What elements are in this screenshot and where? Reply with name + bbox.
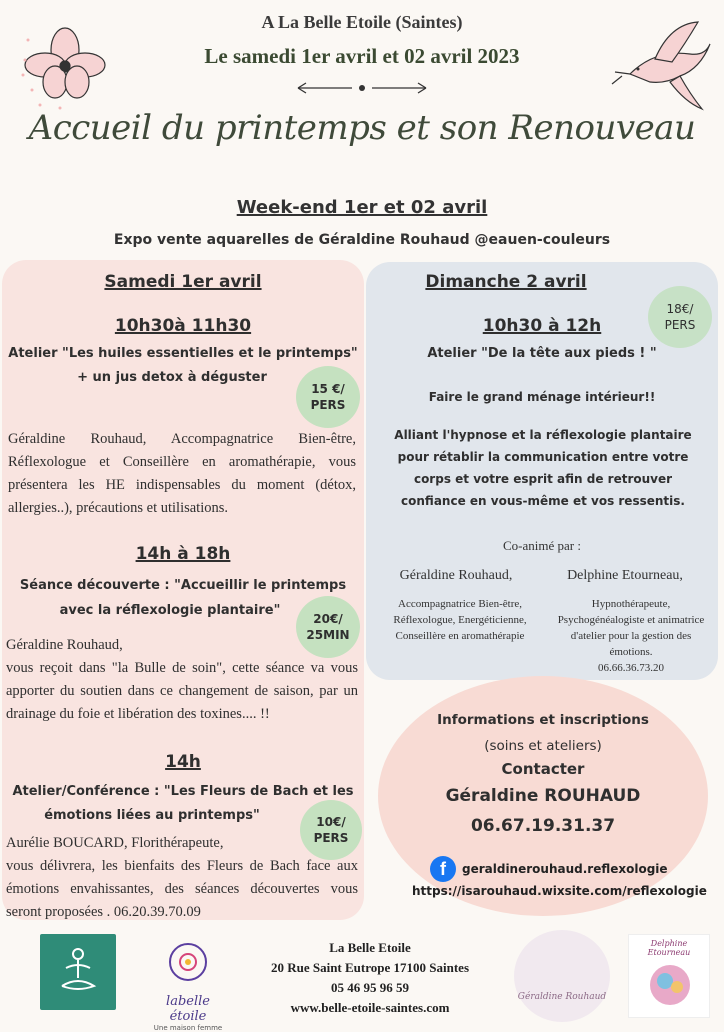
session2-time: 14h à 18h bbox=[135, 544, 231, 564]
session1-time: 10h30à 11h30 bbox=[114, 316, 252, 336]
session1-atelier: Atelier "Les huiles essentielles et le printemps" bbox=[8, 346, 358, 361]
geraldine-logo-text: Géraldine Rouhaud bbox=[517, 992, 607, 1002]
session3-atelier-line1: Atelier/Conférence : "Les Fleurs de Bach et les bbox=[12, 784, 354, 799]
session1-extra: + un jus detox à déguster bbox=[77, 370, 267, 385]
delphine-logo-text: Delphine Etourneau bbox=[647, 939, 691, 957]
contact-phone: 06.67.19.31.37 bbox=[470, 816, 616, 836]
geraldine-logo bbox=[514, 930, 610, 1022]
dreamcatcher-icon bbox=[146, 940, 230, 990]
person1-name: Géraldine Rouhaud, bbox=[399, 568, 513, 583]
facebook-icon[interactable]: f bbox=[430, 856, 456, 882]
session3-atelier-line2: émotions liées au printemps" bbox=[44, 808, 260, 823]
session3-body-line1: Aurélie BOUCARD, Florithérapeute, bbox=[6, 835, 224, 851]
info-line2: (soins et ateliers) bbox=[484, 738, 602, 754]
contact-name: Géraldine ROUHAUD bbox=[445, 786, 641, 806]
weekend-title: Week-end 1er et 02 avril bbox=[236, 197, 488, 218]
session2-atelier-line2: avec la réflexologie plantaire" bbox=[59, 603, 281, 618]
ornament-divider-icon bbox=[294, 80, 430, 96]
person1-desc: Accompagnatrice Bien-être, Réflexologue, Energéticienne, Conseillère en aromathérapie bbox=[393, 598, 527, 642]
footer-venue: La Belle Etoile bbox=[329, 940, 411, 955]
facebook-link[interactable]: geraldinerouhaud.reflexologie bbox=[462, 862, 668, 876]
session2-body: vous reçoit dans "la Bulle de soin", cette séance va vous apporter du soutien dans ce changement de saison, par un drainage du foie et libération des toxines.... !! bbox=[6, 660, 358, 722]
script-title: Accueil du printemps et son Renouveau bbox=[28, 108, 696, 148]
header-dates: Le samedi 1er avril et 02 avril 2023 bbox=[204, 44, 520, 68]
session2-atelier-line1: Séance découverte : "Accueillir le printemps bbox=[19, 578, 347, 593]
delphine-logo bbox=[628, 934, 710, 1018]
session3-body: vous délivrera, les bienfaits des Fleurs de Bach face aux émotions envahissantes, des séances découvertes vous seront proposées . 06.20.39.70.09 bbox=[6, 858, 358, 920]
info-contact: Contacter bbox=[501, 760, 585, 778]
belle-etoile-logo-text: labelle étoile bbox=[166, 994, 210, 1024]
sunday-title: Dimanche 2 avril bbox=[425, 272, 587, 292]
session3-price-badge: 10€/ PERS bbox=[300, 800, 362, 860]
meditation-icon bbox=[40, 934, 116, 1010]
sunday-line1: Faire le grand ménage intérieur!! bbox=[428, 390, 656, 404]
session1-price-badge: 15 €/ PERS bbox=[296, 366, 360, 428]
belle-etoile-logo bbox=[146, 940, 230, 1032]
person2-desc: Hypnothérapeute, Psychogénéalogiste et animatrice d'atelier pour la gestion des émotions. bbox=[557, 598, 705, 658]
sunday-coanime: Co-animé par : bbox=[503, 538, 581, 553]
expo-line: Expo vente aquarelles de Géraldine Rouhaud @eauen-couleurs bbox=[113, 232, 611, 248]
sunday-atelier: Atelier "De la tête aux pieds ! " bbox=[427, 346, 657, 361]
saturday-title: Samedi 1er avril bbox=[104, 272, 262, 292]
footer-website[interactable]: www.belle-etoile-saintes.com bbox=[290, 1000, 450, 1015]
session2-price-badge: 20€/ 25MIN bbox=[296, 596, 360, 658]
footer-phone: 05 46 95 96 59 bbox=[331, 980, 409, 995]
sunday-time: 10h30 à 12h bbox=[482, 316, 602, 336]
info-line1: Informations et inscriptions bbox=[437, 712, 649, 728]
footer-address: 20 Rue Saint Eutrope 17100 Saintes bbox=[270, 960, 470, 975]
person2-name: Delphine Etourneau, bbox=[567, 568, 683, 583]
sunday-price-badge: 18€/ PERS bbox=[648, 286, 712, 348]
yoga-logo bbox=[40, 934, 116, 1010]
sunday-line2: Alliant l'hypnose et la réflexologie plantaire pour rétablir la communication entre votre corps et votre esprit afin de retrouver confiance en vous-même et vos ressentis. bbox=[394, 428, 692, 508]
header-location: A La Belle Etoile (Saintes) bbox=[261, 12, 463, 32]
session2-body-line1: Géraldine Rouhaud, bbox=[6, 637, 123, 653]
person2-phone: 06.66.36.73.20 bbox=[598, 662, 664, 674]
session1-body: Géraldine Rouhaud, Accompagnatrice Bien-être, Réflexologue et Conseillère en aromathérapie, vous présentera les HE indispensables du moment (détox, allergies..), précautions et utilisations. bbox=[8, 431, 356, 516]
belle-etoile-logo-sub: Une maison femme bbox=[153, 1024, 223, 1032]
head-silhouette-icon bbox=[629, 957, 711, 1017]
website-link[interactable]: https://isarouhaud.wixsite.com/reflexologie bbox=[412, 884, 707, 898]
session3-time: 14h bbox=[165, 752, 201, 772]
